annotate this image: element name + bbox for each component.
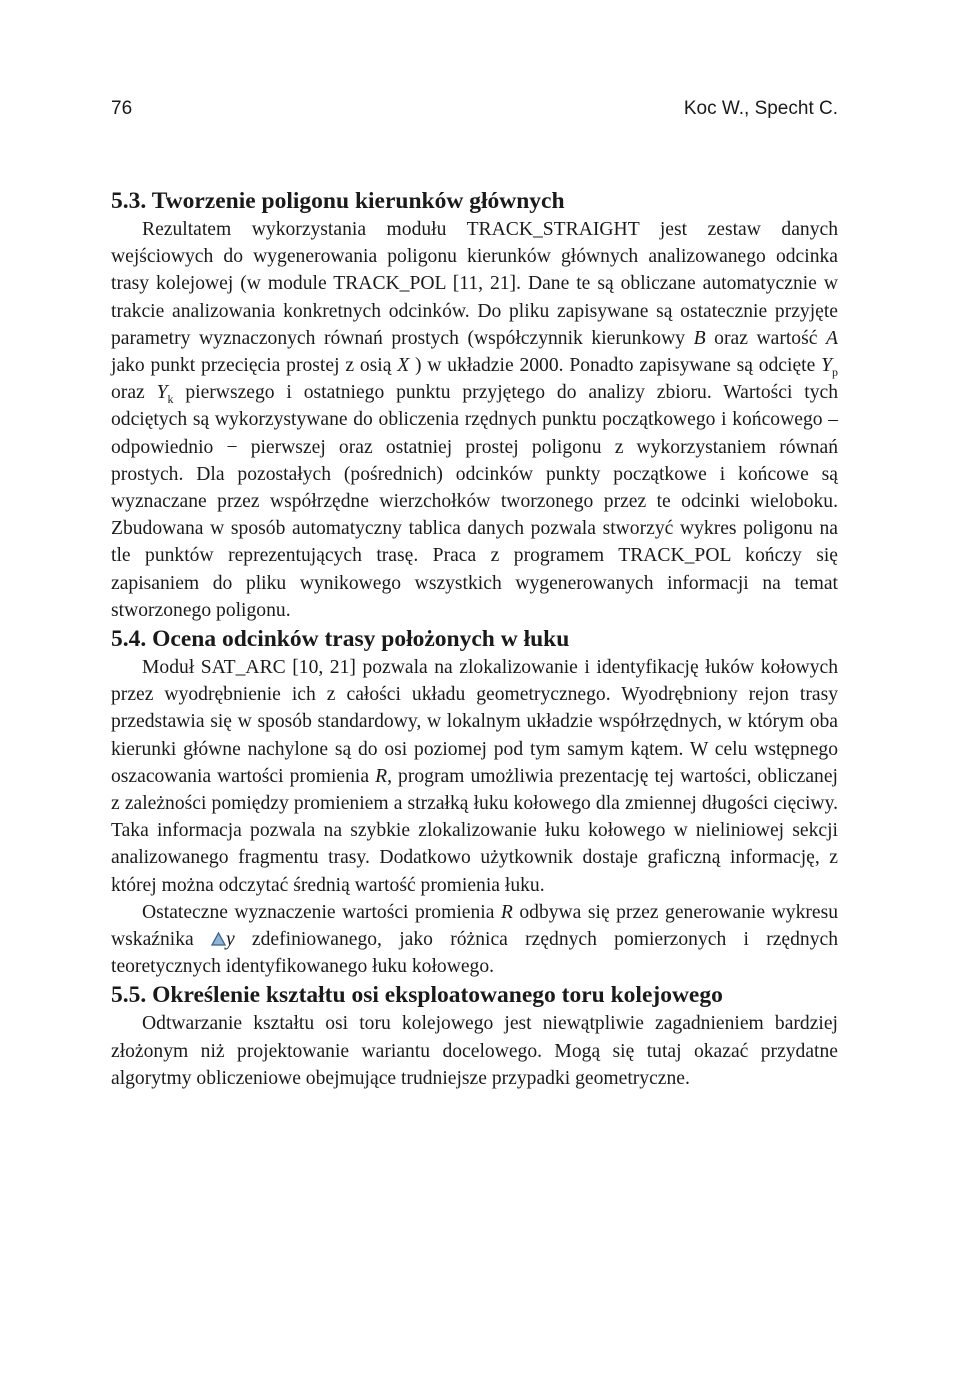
var-yk: Y: [156, 382, 168, 404]
running-header: [111, 98, 838, 120]
var-r: R: [375, 765, 388, 787]
var-b: B: [693, 327, 706, 349]
section-heading-5-3: 5.3. Tworzenie poligonu kierunków głównych: [111, 188, 565, 214]
paragraph-5-5-1: Odtwarzanie kształtu osi toru kolejowego jest niewątpliwie zagadnieniem bardziej złożonym niż projektowanie wariantu docelowego. Mogą się tutaj okazać przydatne algorytmy obliczeniowe obejmujące trudniejsze przypadki geometryczne.: [111, 1013, 838, 1089]
section-heading-5-4: 5.4. Ocena odcinków trasy położonych w łuku: [111, 626, 570, 653]
var-y: y: [225, 929, 235, 951]
subscript-p: p: [832, 364, 839, 379]
delta-triangle-icon: [211, 932, 226, 946]
paragraph-5-4-1: Moduł SAT_ARC [10, 21] pozwala na zlokalizowanie i identyfikację łuków kołowych przez wyodrębnienie ich z całości układu geometrycznego. Wyodrębniony rejon trasy przedstawia się w sposób standardowy, w lokalnym układzie współrzędnych, w którym oba kierunki główne nachylone są do osi poziomej pod tym samym kątem. W celu wstępnego oszacowania wartości promienia R, program umożliwia prezentację tej wartości, obliczanej z zależności pomiędzy promieniem a strzałką łuku kołowego dla zmiennej długości cięciwy. Taka informacja pozwala na szybkie zlokalizowanie łuku kołowego w nieliniowej sekcji analizowanego fragmentu trasy. Dodatkowo użytkownik dostaje graficzną informację, z której można odczytać średnią wartość promienia łuku.: [111, 657, 838, 896]
var-r-2: R: [500, 901, 513, 923]
page-body: [111, 186, 838, 1092]
var-yp: Y: [821, 355, 833, 377]
var-x: X: [397, 355, 410, 377]
page-number: 76: [111, 98, 133, 119]
section-heading-5-5: 5.5. Określenie kształtu osi eksploatowanego toru kolejowego: [111, 982, 723, 1009]
subscript-k: k: [167, 392, 174, 407]
running-head-authors: Koc W., Specht C.: [683, 98, 838, 119]
var-a: A: [826, 327, 838, 349]
paragraph-5-3-1: Rezultatem wykorzystania modułu TRACK_STRAIGHT jest zestaw danych wejściowych do wygenerowania poligonu kierunków głównych analizowanego odcinka trasy kolejowej (w module TRACK_POL [11, 21]. Dane te są obliczane automatycznie w trakcie analizowania konkretnych odcinków. Do pliku zapisywane są ostatecznie przyjęte parametry wyznaczonych równań prostych (współczynnik kierunkowy B oraz wartość A jako punkt przecięcia prostej z osią X ) w układzie 2000. Ponadto zapisywane są odcięte $Y_p$ oraz $Y_k$ pierwszego i ostatniego punktu przyjętego do analizy zbioru. Wartości tych odciętych są wykorzystywane do obliczenia rzędnych punktu początkowego i końcowego – odpowiednio − pierwszej oraz ostatniej prostej poligonu z wykorzystaniem równań prostych. Dla pozostałych (pośrednich) odcinków punkty początkowe i końcowe są wyznaczane przez współrzędne wierzchołków tworzonego przez te odcinki wieloboku. Zbudowana w sposób automatyczny tablica danych pozwala stworzyć wykres poligonu na tle punktów reprezentujących trasę. Praca z programem TRACK_POL kończy się zapisaniem do pliku wynikowego wszystkich wygenerowanych informacji na temat stworzonego poligonu.: [111, 219, 839, 621]
paragraph-5-4-2: Ostateczne wyznaczenie wartości promienia R odbywa się przez generowanie wykresu wskaźnika y zdefiniowanego, jako różnica rzędnych pomierzonych i rzędnych teoretycznych identyfikowanego łuku kołowego.: [111, 901, 839, 978]
